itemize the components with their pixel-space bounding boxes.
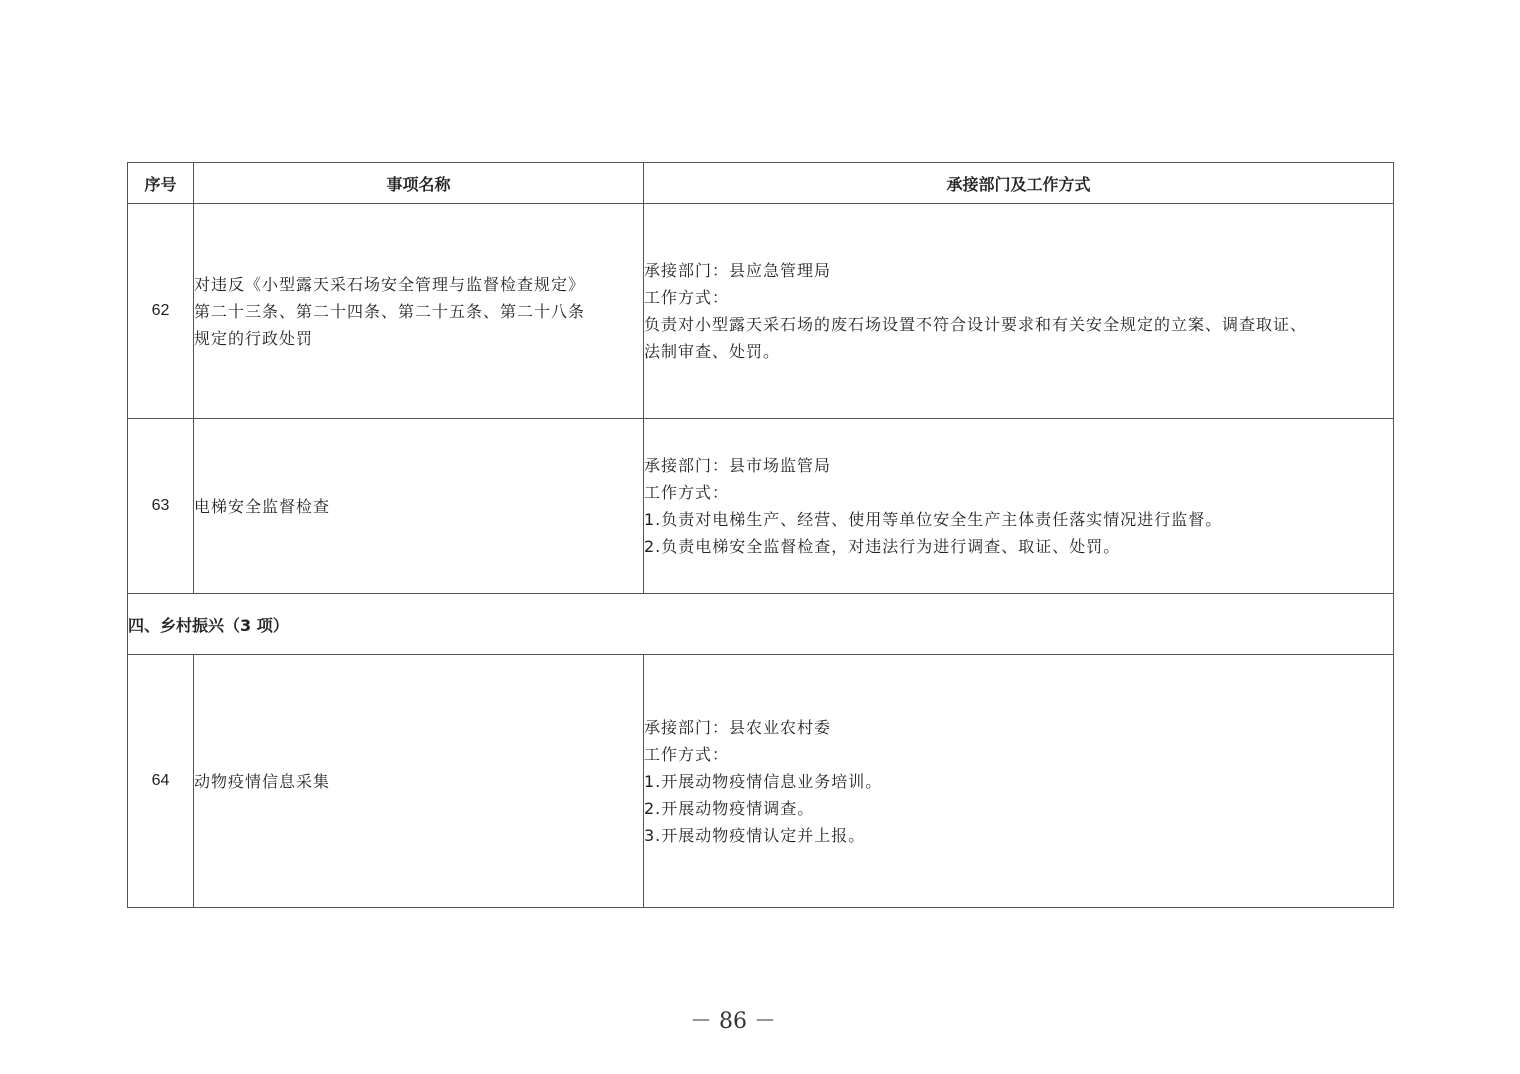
table-row bbox=[128, 419, 1394, 594]
row-name bbox=[194, 419, 644, 594]
name-line: 电梯安全监督检查 bbox=[194, 496, 331, 516]
table-row bbox=[128, 204, 1394, 419]
method-line: 2.负责电梯安全监督检查，对违法行为进行调查、取证、处罚。 bbox=[644, 537, 1121, 556]
row-detail bbox=[644, 419, 1394, 594]
header-seq: 序号 bbox=[128, 163, 194, 204]
row-seq: 64 bbox=[128, 655, 194, 908]
name-line: 规定的行政处罚 bbox=[194, 328, 314, 348]
dept-text: 承接部门：县应急管理局 bbox=[644, 261, 832, 280]
row-seq: 63 bbox=[128, 419, 194, 594]
header-name: 事项名称 bbox=[194, 163, 644, 204]
name-line: 动物疫情信息采集 bbox=[194, 771, 331, 791]
section-row bbox=[128, 594, 1394, 655]
method-line: 法制审查、处罚。 bbox=[644, 342, 781, 361]
dept-text: 承接部门：县农业农村委 bbox=[644, 717, 832, 737]
method-label: 工作方式： bbox=[644, 744, 730, 764]
header-method: 承接部门及工作方式 bbox=[644, 163, 1394, 204]
row-detail bbox=[644, 655, 1394, 908]
dept-text: 承接部门：县市场监管局 bbox=[644, 456, 832, 475]
method-line: 1.负责对电梯生产、经营、使用等单位安全生产主体责任落实情况进行监督。 bbox=[644, 510, 1223, 529]
row-seq: 62 bbox=[128, 204, 194, 419]
table-header-row bbox=[128, 163, 1394, 204]
row-detail bbox=[644, 204, 1394, 419]
method-label: 工作方式： bbox=[644, 288, 730, 307]
items-table bbox=[127, 162, 1394, 908]
row-name bbox=[194, 655, 644, 908]
name-line: 对违反《小型露天采石场安全管理与监督检查规定》 bbox=[194, 274, 586, 294]
page-number: － 86 － bbox=[690, 1009, 776, 1034]
name-line: 第二十三条、第二十四条、第二十五条、第二十八条 bbox=[194, 301, 586, 321]
table-row bbox=[128, 655, 1394, 908]
method-line: 负责对小型露天采石场的废石场设置不符合设计要求和有关安全规定的立案、调查取证、 bbox=[644, 315, 1308, 334]
method-line: 1.开展动物疫情信息业务培训。 bbox=[644, 771, 883, 791]
method-line: 3.开展动物疫情认定并上报。 bbox=[644, 825, 866, 845]
method-line: 2.开展动物疫情调查。 bbox=[644, 798, 815, 818]
method-label: 工作方式： bbox=[644, 483, 730, 502]
section-title: 四、乡村振兴（3 项） bbox=[128, 594, 1394, 655]
row-name bbox=[194, 204, 644, 419]
